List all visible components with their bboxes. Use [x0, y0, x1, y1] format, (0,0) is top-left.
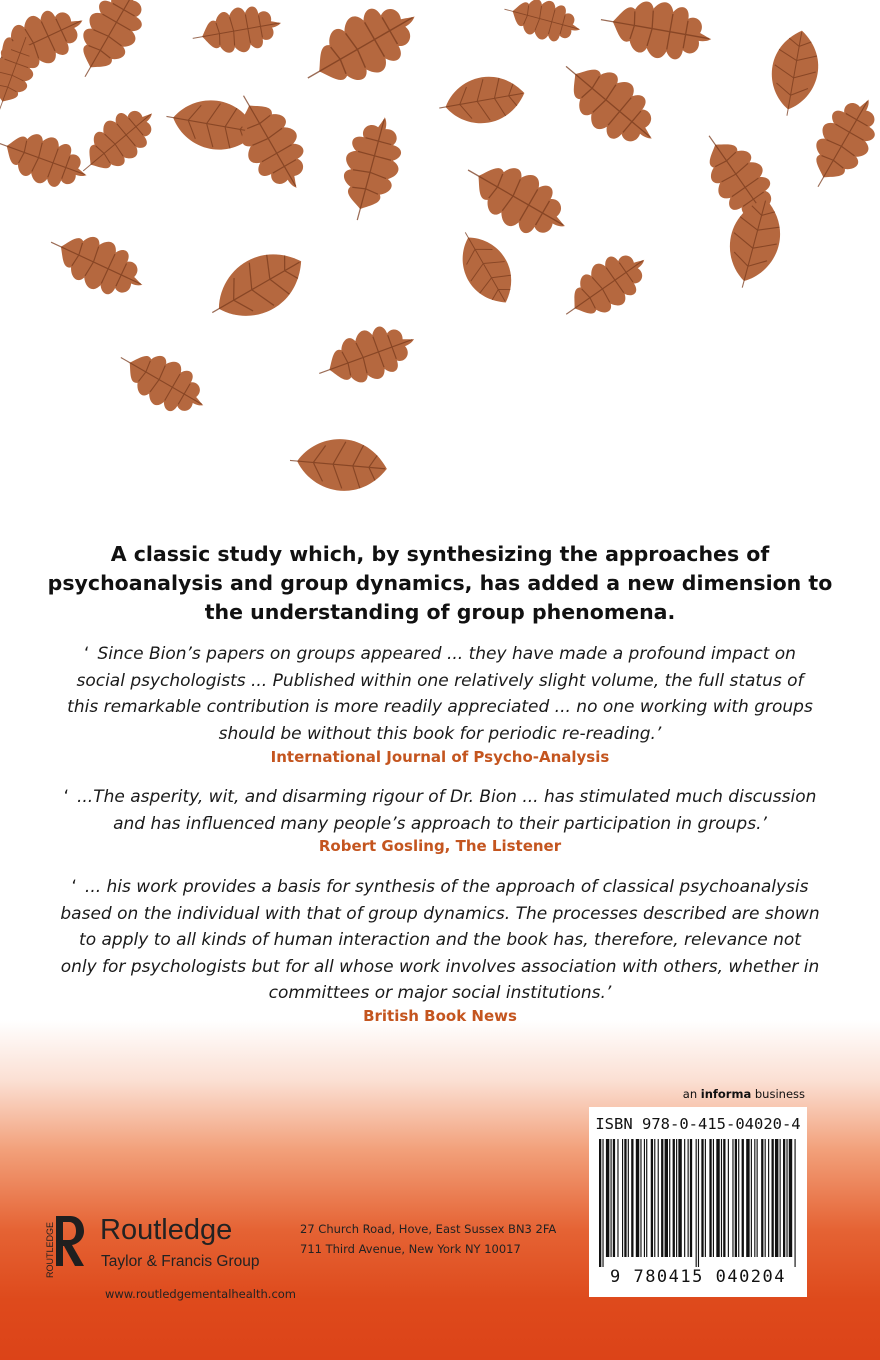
barcode-bar [678, 1139, 681, 1257]
leaf [447, 222, 525, 314]
barcode-bar [622, 1139, 623, 1257]
barcode-bar [751, 1139, 752, 1257]
barcode-bar [701, 1139, 703, 1257]
barcode-bar [613, 1139, 615, 1257]
isbn-digits: 9 780415 040204 [609, 1267, 787, 1287]
barcode-bar [696, 1139, 697, 1267]
barcode-bar [757, 1139, 758, 1257]
barcode-bar [746, 1139, 749, 1257]
leaf [109, 337, 215, 426]
barcode-bars [597, 1139, 799, 1267]
review-source-3: British Book News [363, 1007, 517, 1025]
barcode-bar [665, 1139, 668, 1257]
barcode-bar [723, 1139, 725, 1257]
book-blurb: A classic study which, by synthesizing the approaches of psychoanalysis and group dynamics, has added a new dimension to the understanding of group phenomena. [47, 542, 833, 624]
barcode-bar [728, 1139, 729, 1257]
barcode-bar [713, 1139, 714, 1257]
leaf [548, 45, 670, 160]
barcode-bar [732, 1139, 733, 1257]
review-source-1: International Journal of Psycho-Analysis [270, 748, 610, 766]
isbn-label: ISBN 978-0-415-04020-4 [595, 1115, 801, 1133]
leaf [596, 0, 716, 67]
barcode-bar [606, 1139, 609, 1257]
leaf [331, 110, 410, 227]
leaf [199, 238, 315, 336]
publisher-website-link[interactable]: www.routledgementalhealth.com [105, 1287, 297, 1301]
review-quote-text: ... his work provides a basis for synthesis of the approach of classical psychoanalysis based on the individual with that of group dynamics. The processes described are shown to apply to all kinds of human interaction and the book has, therefore, relevance not only for psychologists but for all whose work involves association with others, whether in committees or major social institutions.’ [60, 877, 820, 1003]
barcode-bar [765, 1139, 766, 1257]
barcode-bar [754, 1139, 755, 1257]
opening-quote-mark: ‘ [84, 644, 90, 664]
barcode-bar [673, 1139, 675, 1257]
barcode-bar [640, 1139, 641, 1257]
barcode-bar [761, 1139, 763, 1257]
leaf [0, 120, 95, 198]
leaf [796, 87, 880, 200]
leaf [719, 193, 790, 294]
barcode-bar [795, 1139, 796, 1267]
isbn-barcode [589, 1107, 807, 1297]
barcode-bar [676, 1139, 677, 1257]
barcode-bar [658, 1139, 659, 1257]
barcode-bar [742, 1139, 744, 1257]
barcode-bar [780, 1139, 781, 1257]
barcode-bar [716, 1139, 719, 1257]
logo-wordmark: ROUTLEDGE [45, 1221, 55, 1278]
leaf [499, 0, 585, 49]
leaf [292, 0, 430, 105]
barcode-bar [646, 1139, 647, 1257]
leaf [311, 315, 423, 397]
barcode-bar [628, 1139, 629, 1257]
leaf [288, 435, 389, 495]
routledge-logo-icon [44, 1212, 90, 1280]
barcode-bar [644, 1139, 645, 1257]
publisher-address-uk: 27 Church Road, Hove, East Sussex BN3 2FA [300, 1222, 557, 1236]
leaf [189, 1, 285, 61]
barcode-bar [772, 1139, 774, 1257]
publisher-address-us: 711 Third Avenue, New York NY 10017 [300, 1242, 521, 1256]
barcode-bar [738, 1139, 739, 1257]
barcode-bar [636, 1139, 639, 1257]
review-source-2: Robert Gosling, The Listener [318, 837, 562, 855]
review-quote-text: ...The asperity, wit, and disarming rigour of Dr. Bion ... has stimulated much discussion and has influenced many people’s approach to their participation in groups.’ [76, 787, 817, 834]
barcode-bar [783, 1139, 785, 1257]
leaf [764, 27, 824, 120]
barcode-bar [735, 1139, 737, 1257]
opening-quote-mark: ‘ [71, 877, 77, 897]
review-quote-2 [60, 784, 820, 837]
barcode-bar [789, 1139, 792, 1257]
barcode-bar [705, 1139, 706, 1257]
barcode-bar [698, 1139, 699, 1267]
barcode-bar [768, 1139, 769, 1257]
publisher-name: Routledge [100, 1214, 233, 1246]
barcode-bar [709, 1139, 711, 1257]
review-quote-text: Since Bion’s papers on groups appeared ... they have made a profound impact on social psychologists ... Published within one relatively slight volume, the full status of this remarkable contribution is more readily appreciated ... no one working with groups should be without this book for periodic re-reading.’ [67, 644, 813, 744]
barcode-bar [654, 1139, 655, 1257]
opening-quote-mark: ‘ [63, 787, 69, 807]
barcode-bar [631, 1139, 633, 1257]
barcode-bar [617, 1139, 618, 1257]
leaf [63, 0, 157, 89]
barcode-bar [651, 1139, 653, 1257]
review-quote-1 [60, 641, 820, 747]
informa-business-tag: an informa business [682, 1087, 805, 1101]
barcode-bar [786, 1139, 787, 1257]
barcode-bar [669, 1139, 670, 1257]
barcode-bar [721, 1139, 722, 1257]
falling-leaves-illustration [0, 0, 880, 520]
barcode-bar [599, 1139, 601, 1267]
barcode-bar [602, 1139, 603, 1267]
barcode-bar [624, 1139, 626, 1257]
barcode-bar [684, 1139, 685, 1257]
barcode-bar [661, 1139, 663, 1257]
barcode-bar [690, 1139, 692, 1257]
leaf [40, 219, 153, 308]
review-quote-3 [60, 874, 820, 1007]
barcode-bar [775, 1139, 778, 1257]
leaf [435, 71, 528, 131]
publisher-group: Taylor & Francis Group [101, 1253, 260, 1270]
leaf [454, 146, 579, 251]
barcode-bar [611, 1139, 612, 1257]
barcode-bar [688, 1139, 689, 1257]
leaf [552, 240, 658, 334]
